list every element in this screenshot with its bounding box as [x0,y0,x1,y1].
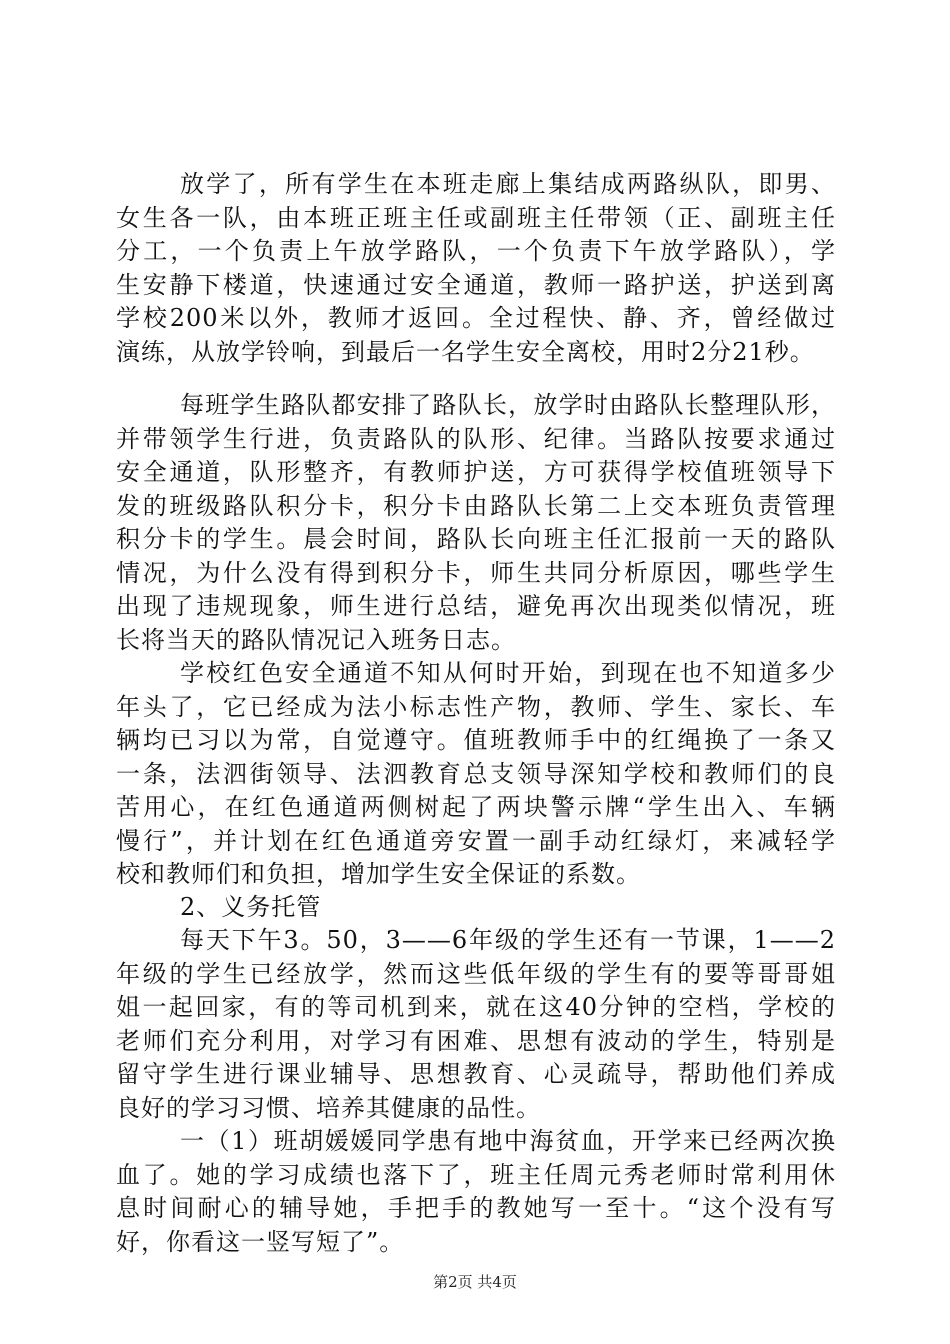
paragraph-red-safety-channel [116,657,836,892]
text-line: 生安静下楼道，快速通过安全通道，教师一路护送，护送到离 [116,270,836,299]
text-line: 积分卡的学生。晨会时间，路队长向班主任汇报前一天的路队 [116,525,836,553]
text-line: 并带领学生行进，负责路队的队形、纪律。当路队按要求通过 [116,424,836,453]
paragraph-dismissal-queue [116,168,836,369]
text-line: 发的班级路队积分卡，积分卡由路队长第二上交本班负责管理 [116,491,836,520]
text-line: 出现了违规现象，师生进行总结，避免再次出现类似情况，班 [116,592,836,620]
text-line: 安全通道，队形整齐，有教师护送，方可获得学校值班领导下 [116,458,836,486]
text-line: 一（1）班胡媛媛同学患有地中海贫血，开学来已经两次换 [180,1127,836,1155]
text-line: 学校红色安全通道不知从何时开始，到现在也不知道多少 [180,659,836,687]
text-line: 息时间耐心的辅导她，手把手的教她写一至十。“这个没有写 [116,1194,836,1222]
text-line: 辆均已习以为常，自觉遵守。值班教师手中的红绳换了一条又 [116,726,836,754]
text-line: 情况，为什么没有得到积分卡，师生共同分析原因，哪些学生 [116,558,836,587]
text-line: 血了。她的学习成绩也落下了，班主任周元秀老师时常利用休 [116,1160,836,1189]
paragraph-after-school-care [116,924,836,1125]
heading-text: 2、义务托管 [180,893,322,921]
text-line: 演练，从放学铃响，到最后一名学生安全离校，用时2分21秒。 [116,337,815,366]
text-line: 每班学生路队都安排了路队长，放学时由路队长整理队形， [180,391,836,419]
text-line: 好，你看这一竖写短了”。 [116,1227,405,1256]
text-line: 留守学生进行课业辅导、思想教育、心灵疏导，帮助他们养成 [116,1060,836,1088]
text-line: 放学了，所有学生在本班走廊上集结成两路纵队，即男、 [180,170,836,198]
page-number-footer: 第2页 共4页 [433,1273,517,1291]
text-line: 分工，一个负责上午放学路队，一个负责下午放学路队），学 [116,237,836,265]
text-line: 学校200米以外，教师才返回。全过程快、静、齐，曾经做过 [116,304,836,332]
text-line: 老师们充分利用，对学习有困难、思想有波动的学生，特别是 [116,1026,836,1055]
text-line: 一条，法泗街领导、法泗教育总支领导深知学校和教师们的良 [116,759,836,788]
text-line: 慢行”，并计划在红色通道旁安置一副手动红绿灯，来减轻学 [116,826,836,855]
paragraph-student-story [116,1125,836,1259]
text-line: 长将当天的路队情况记入班务日志。 [116,625,516,654]
text-line: 苦用心，在红色通道两侧树起了两块警示牌“学生出入、车辆 [116,793,836,821]
text-line: 年头了，它已经成为法小标志性产物，教师、学生、家长、车 [116,692,836,721]
text-line: 每天下午3。50，3——6年级的学生还有一节课，1——2 [180,926,836,954]
section-heading [116,891,836,925]
paragraph-route-leader [116,389,836,657]
text-line: 良好的学习习惯、培养其健康的品性。 [116,1093,541,1122]
text-line: 女生各一队，由本班正班主任或副班主任带领（正、副班主任 [116,203,836,232]
text-line: 年级的学生已经放学，然而这些低年级的学生有的要等哥哥姐 [116,959,836,988]
text-line: 姐一起回家，有的等司机到来，就在这40分钟的空档，学校的 [116,993,836,1021]
text-line: 校和教师们和负担，增加学生安全保证的系数。 [116,860,641,888]
